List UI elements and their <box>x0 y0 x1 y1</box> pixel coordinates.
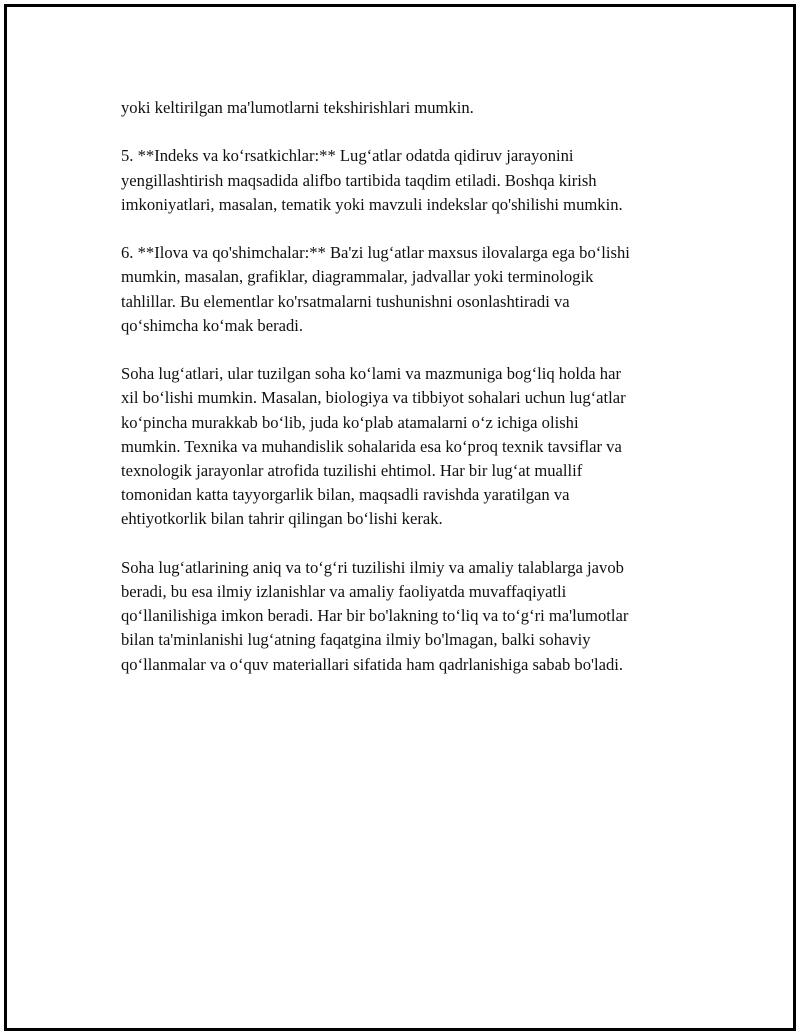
paragraph-soha-lugatlari: Soha lug‘atlari, ular tuzilgan soha ko‘lami va mazmuniga bog‘liq holda har xil bo‘lishi mumkin. Masalan, biologiya va tibbiyot sohalari uchun lug‘atlar ko‘pincha murakkab bo‘lib, juda ko‘plab atamalarni o‘z ichiga olishi mumkin. Texnika va muhandislik sohalarida esa ko‘proq texnik tavsiflar va texnologik jarayonlar atrofida tuzilishi ehtimol. Har bir lug‘at muallif tomonidan katta tayyorgarlik bilan, maqsadli ravishda yaratilgan va ehtiyotkorlik bilan tahrir qilingan bo‘lishi kerak. <box>121 364 626 529</box>
page-border <box>4 4 796 1031</box>
paragraph-indeks: 5. **Indeks va ko‘rsatkichlar:** Lug‘atlar odatda qidiruv jarayonini yengillashtirish maqsadida alifbo tartibida taqdim etiladi. Boshqa kirish imkoniyatlari, masalan, tematik yoki mavzuli indekslar qo'shilishi mumkin. <box>121 146 623 214</box>
paragraph-ilova: 6. **Ilova va qo'shimchalar:** Ba'zi lug‘atlar maxsus ilovalarga ega bo‘lishi mumkin, masalan, grafiklar, diagrammalar, jadvallar yoki terminologik tahlillar. Bu elementlar ko'rsatmalarni tushunishni osonlashtiradi va qo‘shimcha ko‘mak beradi. <box>121 243 630 335</box>
paragraph-continuation: yoki keltirilgan ma'lumotlarni tekshirishlari mumkin. <box>121 98 474 117</box>
paragraph-conclusion: Soha lug‘atlarining aniq va to‘g‘ri tuzilishi ilmiy va amaliy talablarga javob beradi, bu esa ilmiy izlanishlar va amaliy faoliyatda muvaffaqiyatli qo‘llanilishiga imkon beradi. Har bir bo'lakning to‘liq va to‘g‘ri ma'lumotlar bilan ta'minlanishi lug‘atning faqatgina ilmiy bo'lmagan, balki sohaviy qo‘llanmalar va o‘quv materiallari sifatida ham qadrlanishiga sabab bo'ladi. <box>121 557 629 674</box>
document-body <box>121 96 711 701</box>
